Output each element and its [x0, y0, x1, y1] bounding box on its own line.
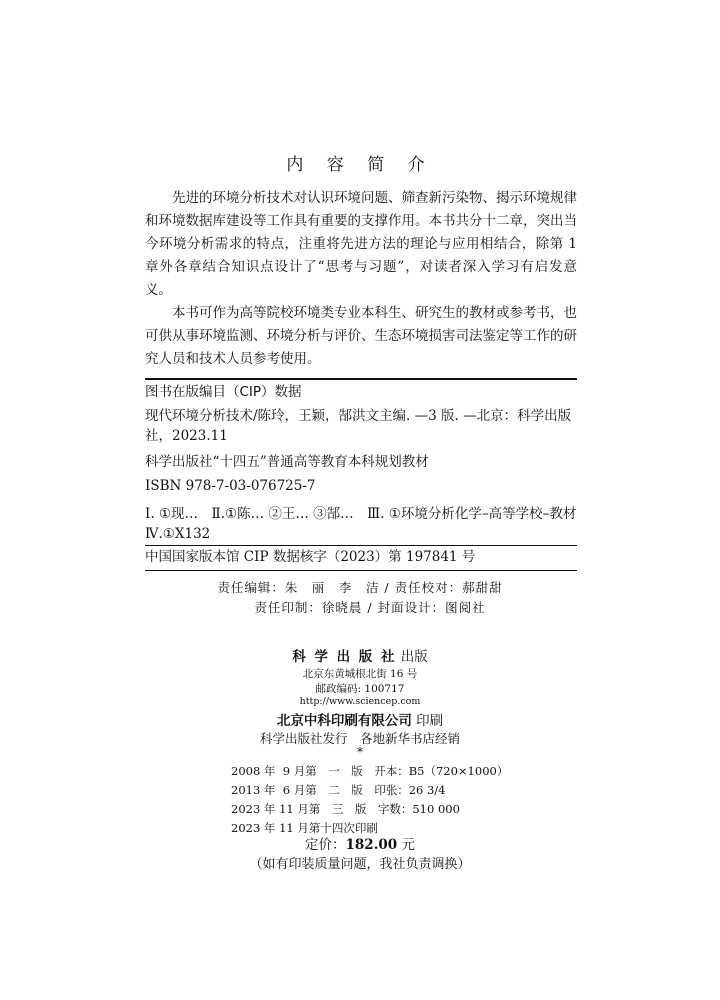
credits: [0, 578, 720, 618]
print-info-row: 2013 年 6 月第 二 版 印张：26 3/4: [231, 783, 446, 797]
price-unit: 元: [397, 837, 415, 853]
print-info: [231, 762, 531, 838]
credits-print: 责任印制：徐晓晨 / 封面设计：图阅社: [254, 600, 486, 615]
cip-isbn: ISBN 978-7-03-076725-7: [145, 478, 316, 494]
credits-editors: 责任编辑：朱 丽 李 洁 / 责任校对：郝甜甜: [217, 580, 503, 595]
price-value: 182.00: [345, 837, 398, 853]
publisher-postcode: 邮政编码: 100717: [315, 683, 405, 695]
print-info-row: 2023 年 11 月第 三 版 字数：510 000: [231, 802, 460, 816]
intro-body: [145, 187, 577, 371]
printer-name: 北京中科印刷有限公司: [276, 713, 412, 729]
print-info-row: 2023 年 11 月第十四次印刷: [231, 821, 378, 835]
cip-series: 科学出版社“十四五”普通高等教育本科规划教材: [145, 454, 429, 470]
cip-heading: 图书在版编目（CIP）数据: [145, 384, 302, 400]
intro-paragraph-1: 先进的环境分析技术对认识环境问题、筛查新污染物、揭示环境规律和环境数据库建设等工作具有重要的支撑作用。本书共分十二章，突出当今环境分析需求的特点，注重将先进方法的理论与应用相结合，除第 1 章外各章结合知识点设计了“思考与习题”，对读者深入学习有启发意义。: [145, 190, 577, 298]
cip-record: 中国国家版本馆 CIP 数据核字（2023）第 197841 号: [145, 549, 476, 565]
distribution: 科学出版社发行 各地新华书店经销: [259, 731, 460, 746]
publisher-logo-text: 科 学 出 版 社: [292, 649, 397, 665]
print-info-row: 2008 年 9 月第 一 版 开本：B5（720×1000）: [231, 764, 509, 778]
price: [0, 833, 720, 853]
cip-entry: 现代环境分析技术/陈玲，王颖，郜洪文主编. —3 版. —北京：科学出版社，2023.11: [145, 408, 572, 444]
publisher-name: [0, 645, 720, 665]
cip-block: [145, 382, 590, 544]
cip-subjects: Ⅰ. ①现… Ⅱ.①陈… ②王… ③郜… Ⅲ. ①环境分析化学–高等学校–教材 Ⅳ.①X132: [145, 506, 590, 542]
quality-notice: （如有印装质量问题，我社负责调换）: [249, 857, 471, 872]
publisher-website: http://www.sciencep.com: [299, 696, 421, 707]
cip-top-rule: [145, 378, 577, 380]
intro-paragraph-2: 本书可作为高等院校环境类专业本科生、研究生的教材或参考书，也可供从事环境监测、环境分析与评价、生态环境损害司法鉴定等工作的研究人员和技术人员参考使用。: [145, 305, 577, 367]
intro-title: 内 容 简 介: [286, 155, 434, 175]
separator-star: *: [357, 745, 363, 759]
cip-middle-rule: [145, 545, 577, 546]
printer-suffix: 印刷: [411, 713, 444, 729]
cip-bottom-rule: [145, 570, 577, 571]
publisher-suffix: 出版: [396, 649, 428, 665]
price-label: 定价：: [305, 837, 346, 853]
publisher-address: 北京东黄城根北街 16 号: [302, 668, 418, 680]
printer: [0, 709, 720, 729]
